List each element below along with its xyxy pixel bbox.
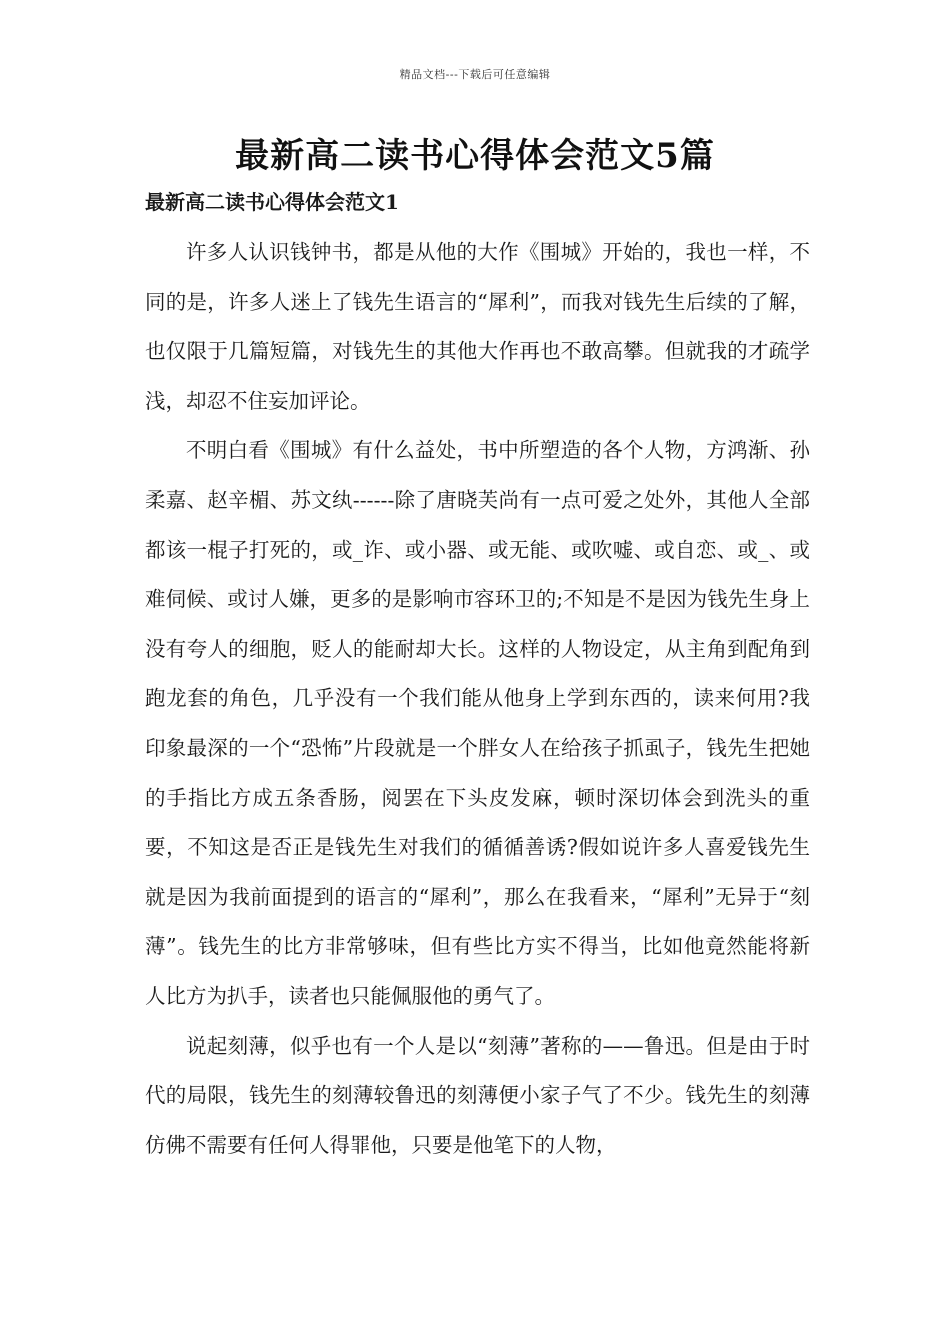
paragraph: 许多人认识钱钟书，都是从他的大作《围城》开始的，我也一样，不同的是，许多人迷上了钱先生语言的“犀利”，而我对钱先生后续的了解，也仅限于几篇短篇，对钱先生的其他大作再也不敢高攀。但就我的才疏学浅，却忍不住妄加评论。 xyxy=(145,240,810,413)
document-body xyxy=(145,228,810,1170)
header-note: 精品文档---下载后可任意编辑 xyxy=(399,68,551,81)
paragraph: 说起刻薄，似乎也有一个人是以“刻薄”著称的——鲁迅。但是由于时代的局限，钱先生的刻薄较鲁迅的刻薄便小家子气了不少。钱先生的刻薄仿佛不需要有任何人得罪他，只要是他笔下的人物， xyxy=(145,1033,810,1157)
paragraph: 不明白看《围城》有什么益处，书中所塑造的各个人物，方鸿渐、孙柔嘉、赵辛楣、苏文纨------除了唐晓芙尚有一点可爱之处外，其他人全部都该一棍子打死的，或_诈、或小器、或无能、或吹嘘、或自恋、或_、或难伺候、或讨人嫌，更多的是影响市容环卫的;不知是不是因为钱先生身上没有夸人的细胞，贬人的能耐却大长。这样的人物设定，从主角到配角到跑龙套的角色，几乎没有一个我们能从他身上学到东西的，读来何用?我印象最深的一个“恐怖”片段就是一个胖女人在给孩子抓虱子，钱先生把她的手指比方成五条香肠，阅罢在下头皮发麻，顿时深切体会到洗头的重要，不知这是否正是钱先生对我们的循循善诱?假如说许多人喜爱钱先生就是因为我前面提到的语言的“犀利”，那么在我看来，“犀利”无异于“刻薄”。钱先生的比方非常够味，但有些比方实不得当，比如他竟然能将新人比方为扒手，读者也只能佩服他的勇气了。 xyxy=(145,438,810,1008)
document-title: 最新高二读书心得体会范文5篇 xyxy=(235,136,715,176)
section-title: 最新高二读书心得体会范文1 xyxy=(145,190,399,214)
